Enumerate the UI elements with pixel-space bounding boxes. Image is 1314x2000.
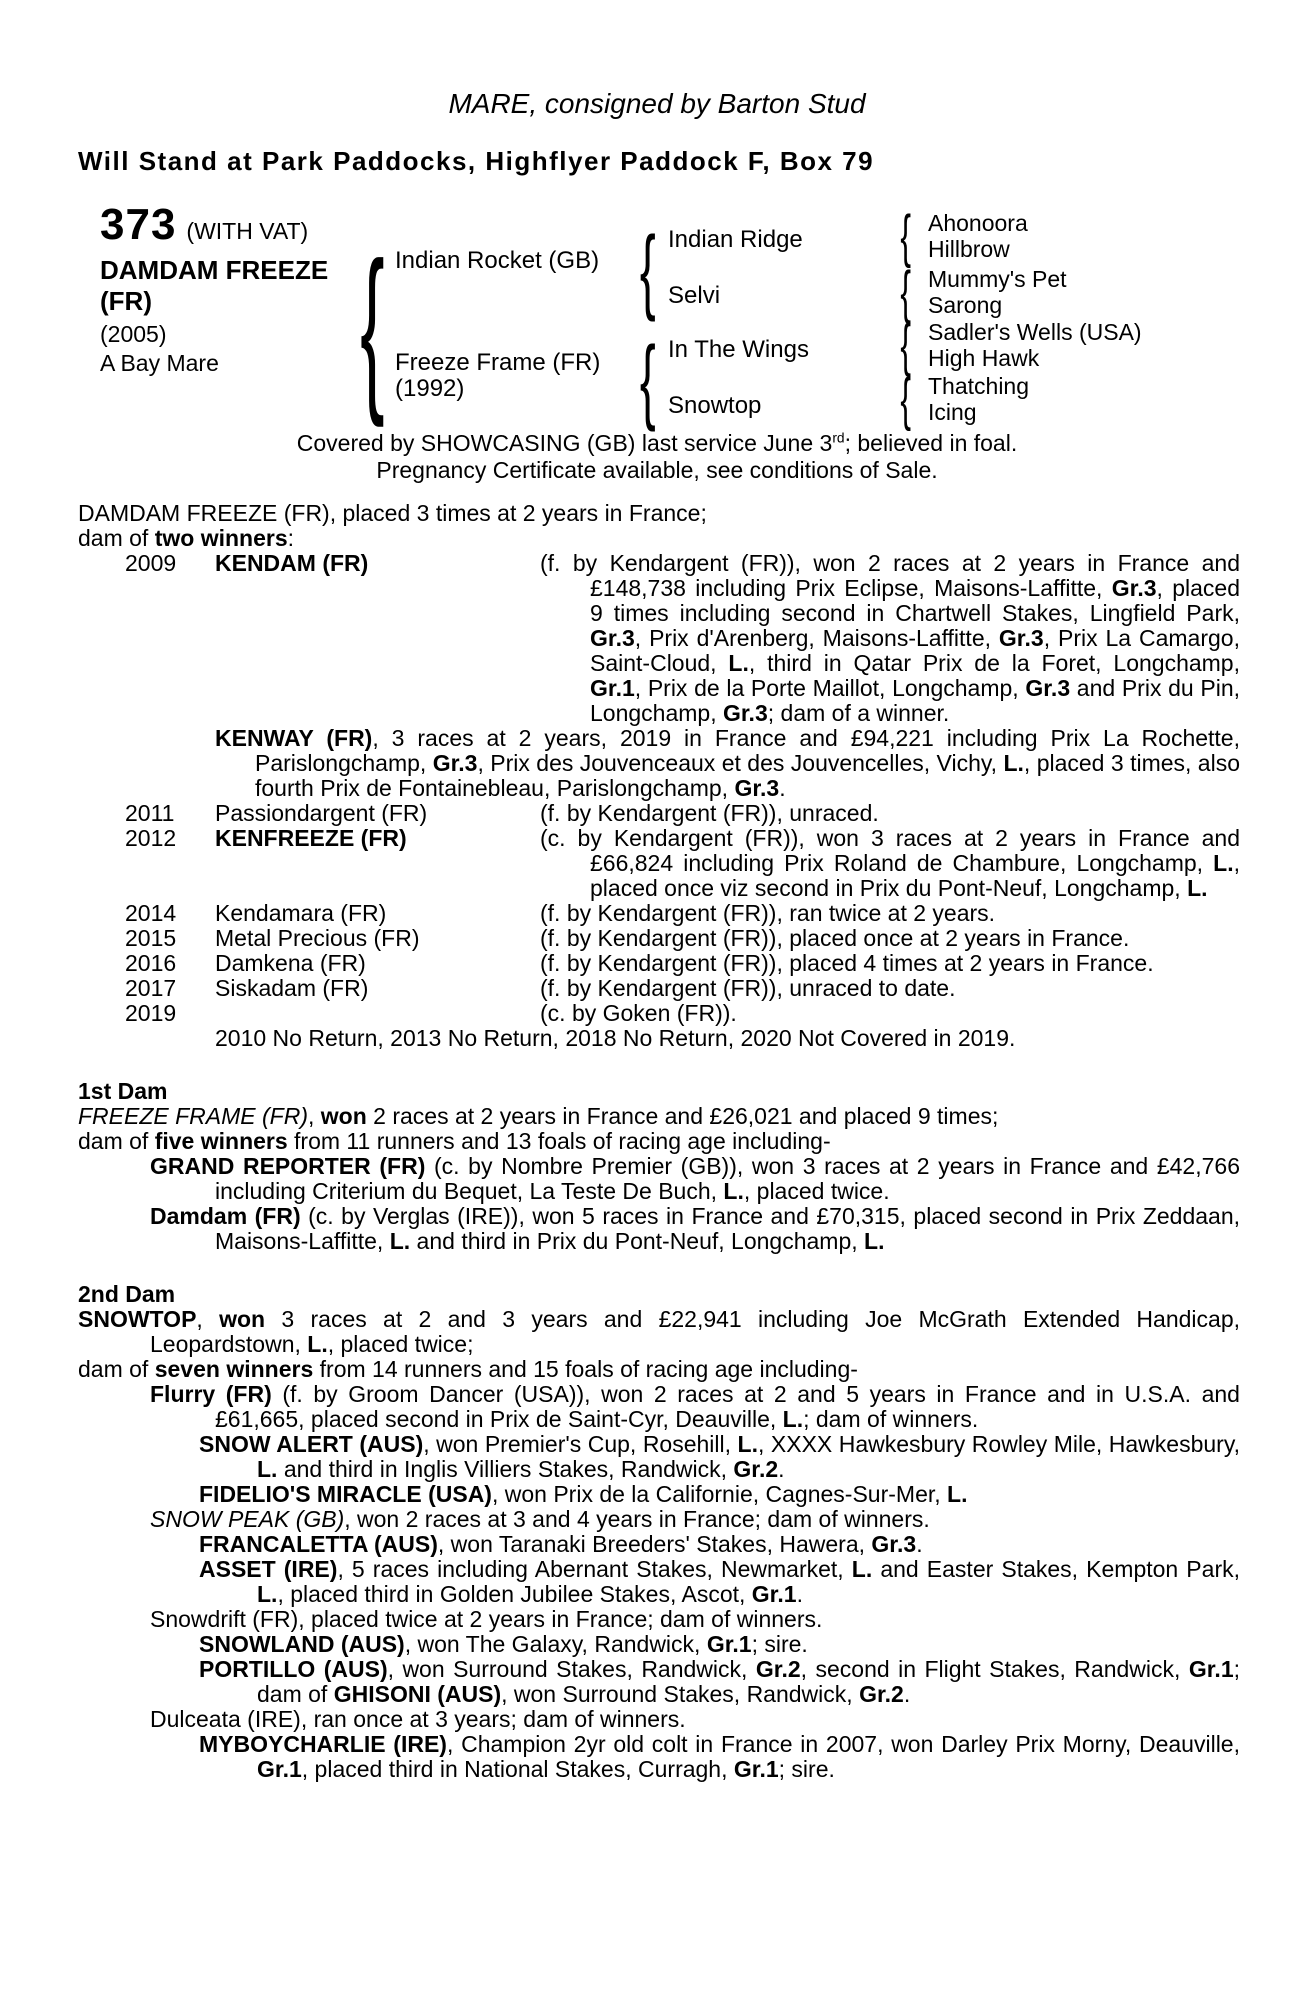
text-run: , third in Qatar Prix de la Foret, Longchamp,	[748, 650, 1240, 676]
text-run: Snowdrift (FR), placed twice at 2 years in France; dam of winners.	[150, 1606, 823, 1632]
text-run: ; dam of a winner.	[767, 700, 950, 726]
text-run: Siskadam (FR)	[215, 975, 369, 1001]
vat-note: (WITH VAT)	[186, 218, 309, 244]
dam-paragraph	[199, 1557, 1240, 1607]
text-run: , Prix d'Arenberg, Maisons-Laffitte,	[634, 625, 999, 651]
text-run: GHISONI (AUS)	[333, 1681, 502, 1707]
text-run: Gr.2	[859, 1681, 904, 1707]
text-run: Gr.3	[590, 625, 635, 651]
text-run: Gr.1	[706, 1631, 752, 1657]
produce-row	[78, 951, 1240, 976]
text-run: Kendamara (FR)	[215, 900, 387, 926]
text-run: , 3 races at 2 years, 2019 in France and £94,221 including Prix La Rochette, Parislongchamp,	[255, 725, 1240, 776]
text-run: L.	[851, 1556, 873, 1582]
produce-paragraph	[215, 726, 1240, 801]
text-run: won	[320, 1103, 367, 1129]
text-run: Gr.3	[734, 775, 780, 801]
produce-year: 2015	[125, 925, 177, 951]
text-run: (c. by Nombre Premier (GB)), won 3 races at 2 years in France and £42,766 including Criterium du Bequet, La Teste De Buch,	[215, 1153, 1240, 1204]
text-run: and Easter Stakes, Kempton Park,	[872, 1556, 1240, 1582]
stand-location-line: Will Stand at Park Paddocks, Highflyer Paddock F, Box 79	[78, 146, 875, 176]
produce-desc	[540, 926, 1240, 951]
text-run: Flurry (FR)	[150, 1381, 272, 1407]
lot-number: 373	[100, 200, 177, 249]
text-run: , won Premier's Cup, Rosehill,	[423, 1431, 738, 1457]
text-run: :	[287, 525, 295, 551]
dam-paragraph	[199, 1732, 1240, 1782]
produce-row	[78, 901, 1240, 926]
produce-row	[78, 1001, 1240, 1026]
pedigree-gen3-5: Sadler's Wells (USA)	[928, 319, 1142, 345]
produce-row	[78, 551, 1240, 726]
produce-desc	[540, 1001, 1240, 1026]
text-run: ,	[308, 1103, 321, 1129]
produce-row	[78, 976, 1240, 1001]
text-run: , placed 3 times, also fourth Prix de Fontainebleau, Parislongchamp,	[255, 750, 1240, 801]
text-run: FIDELIO'S MIRACLE (USA)	[199, 1481, 492, 1507]
text-run: , Champion 2yr old colt in France in 2007, won Darley Prix Morny, Deauville,	[446, 1731, 1240, 1757]
produce-year: 2009	[125, 550, 177, 576]
text-run: L.	[257, 1456, 278, 1482]
pedigree-brace-dam: {	[640, 326, 656, 433]
text-run: Gr.1	[751, 1581, 797, 1607]
produce-desc	[540, 826, 1240, 901]
text-run: (f. by Kendargent (FR)), ran twice at 2 years.	[540, 900, 996, 926]
produce-name	[215, 551, 540, 576]
text-run: (c. by Kendargent (FR)), won 3 races at 2 years in France and £66,824 including Prix Roland de Chambure, Longchamp,	[540, 825, 1240, 876]
pedigree-brace-gg4: {	[900, 367, 912, 432]
pedigree-gen3-1: Ahonoora	[928, 210, 1028, 236]
mare-record-line	[78, 501, 1240, 526]
produce-row	[78, 926, 1240, 951]
text-run: (f. by Kendargent (FR)), won 2 races at 2 years in France and £148,738 including Prix Eclipse, Maisons-Laffitte,	[540, 550, 1240, 601]
produce-year: 2012	[125, 825, 177, 851]
pedigree-dam-name: Freeze Frame (FR)	[395, 349, 601, 376]
dam-paragraph	[199, 1432, 1240, 1482]
text-run: 2 races at 2 years in France and £26,021 and placed 9 times;	[366, 1103, 999, 1129]
text-run: and third in Inglis Villiers Stakes, Randwick,	[277, 1456, 734, 1482]
text-run: ,	[196, 1306, 220, 1332]
pedigree-brace-gg3: {	[900, 313, 912, 378]
dam-paragraph	[199, 1632, 1240, 1657]
text-run: ; sire.	[751, 1631, 808, 1657]
pedigree-dam-year: (1992)	[395, 375, 465, 402]
text-run: , placed third in National Stakes, Curragh,	[301, 1756, 734, 1782]
lot-block	[100, 200, 328, 378]
dam-paragraph	[78, 1357, 1240, 1382]
produce-name	[215, 926, 540, 951]
text-run: L.	[737, 1431, 758, 1457]
pedigree-gen3-6: High Hawk	[928, 345, 1040, 371]
text-run: .	[796, 1581, 803, 1607]
produce-record	[78, 551, 1240, 1026]
text-run: rd	[832, 430, 845, 446]
horse-description: A Bay Mare	[100, 350, 219, 376]
produce-desc	[540, 801, 1240, 826]
text-run: , second in Flight Stakes, Randwick,	[800, 1656, 1189, 1682]
text-run: Covered by SHOWCASING (GB) last service June 3	[296, 430, 833, 456]
horse-foaling-year: (2005)	[100, 321, 167, 347]
text-run: ; believed in foal.	[844, 430, 1018, 456]
text-run: Damdam (FR)	[150, 1203, 301, 1229]
text-run: L.	[1187, 875, 1208, 901]
text-run: FREEZE FRAME (FR)	[78, 1103, 308, 1129]
text-run: won	[219, 1306, 266, 1332]
dam-paragraph	[150, 1607, 1240, 1632]
pedigree-gen2-1: Indian Ridge	[668, 226, 803, 253]
pedigree-gen3-4: Sarong	[928, 292, 1003, 318]
text-run: L.	[1003, 750, 1024, 776]
text-run: L.	[723, 1178, 744, 1204]
dam-heading: 2nd Dam	[78, 1281, 176, 1307]
text-run: L.	[1213, 850, 1234, 876]
text-run: (f. by Kendargent (FR)), unraced.	[540, 800, 879, 826]
pedigree-gen3-7: Thatching	[928, 373, 1030, 399]
text-run: , won The Galaxy, Randwick,	[404, 1631, 707, 1657]
text-run: , placed twice;	[327, 1331, 474, 1357]
text-run: , 5 races including Abernant Stakes, Newmarket,	[337, 1556, 852, 1582]
produce-row	[78, 826, 1240, 901]
text-run: .	[903, 1681, 911, 1707]
text-run: DAMDAM FREEZE (FR), placed 3 times at 2 years in France;	[78, 500, 707, 526]
dam-paragraph	[150, 1204, 1240, 1254]
text-run: , Prix de la Porte Maillot, Longchamp,	[634, 675, 1026, 701]
text-run: Gr.3	[1025, 675, 1071, 701]
pedigree-sire: Indian Rocket (GB)	[395, 247, 600, 274]
text-run: , placed third in Golden Jubilee Stakes, Ascot,	[277, 1581, 752, 1607]
dam-heading: 1st Dam	[78, 1078, 168, 1104]
consignor-line: MARE, consigned by Barton Stud	[448, 88, 866, 119]
pedigree-gen3-2: Hillbrow	[928, 236, 1010, 262]
catalogue-body	[78, 501, 1240, 1782]
text-run: L.	[864, 1228, 885, 1254]
text-run: five winners	[154, 1128, 288, 1154]
pedigree-brace-sire: {	[640, 216, 656, 323]
text-run: ASSET (IRE)	[199, 1556, 338, 1582]
pedigree-dam	[395, 350, 600, 402]
dam-paragraph	[199, 1532, 1240, 1557]
produce-year: 2016	[125, 950, 177, 976]
produce-year: 2011	[125, 800, 175, 826]
produce-name	[215, 901, 540, 926]
text-run: (f. by Kendargent (FR)), placed 4 times at 2 years in France.	[540, 950, 1154, 976]
produce-name	[215, 801, 540, 826]
text-run: Gr.1	[733, 1756, 779, 1782]
text-run: Gr.1	[590, 675, 635, 701]
horse-name-line1: DAMDAM FREEZE	[100, 255, 329, 285]
text-run: L.	[728, 650, 749, 676]
covering-line2: Pregnancy Certificate available, see conditions of Sale.	[376, 457, 938, 483]
text-run: , won Taranaki Breeders' Stakes, Hawera,	[437, 1531, 872, 1557]
produce-desc	[540, 551, 1240, 726]
text-run: MYBOYCHARLIE (IRE)	[199, 1731, 447, 1757]
produce-year: 2014	[125, 900, 177, 926]
text-run: seven winners	[154, 1356, 314, 1382]
text-run: Gr.3	[432, 750, 478, 776]
text-run: ; dam of	[257, 1656, 1241, 1707]
produce-name	[215, 951, 540, 976]
text-run: (f. by Groom Dancer (USA)), won 2 races at 2 and 5 years in France and in U.S.A. and £61,665, placed second in Prix de Saint-Cyr, Deauville,	[215, 1381, 1240, 1432]
pedigree-gen3-3: Mummy's Pet	[928, 266, 1067, 292]
dam-of-line	[78, 526, 1240, 551]
text-run: Gr.2	[733, 1456, 779, 1482]
text-run: Gr.2	[755, 1656, 801, 1682]
text-run: (f. by Kendargent (FR)), placed once at 2 years in France.	[540, 925, 1130, 951]
text-run: , Prix La Camargo, Saint-Cloud,	[590, 625, 1240, 676]
text-run: 3 races at 2 and 3 years and £22,941 including Joe McGrath Extended Handicap, Leopardstown,	[150, 1306, 1240, 1357]
text-run: and Prix du Pin, Longchamp,	[590, 675, 1240, 726]
text-run: , placed once viz second in Prix du Pont-Neuf, Longchamp,	[590, 850, 1240, 901]
text-run: .	[778, 1456, 785, 1482]
text-run: SNOWTOP	[78, 1306, 197, 1332]
text-run: and third in Prix du Pont-Neuf, Longchamp,	[410, 1228, 865, 1254]
text-run: Passiondargent (FR)	[215, 800, 428, 826]
dam-sections	[78, 1079, 1240, 1782]
covering-line1	[0, 430, 1314, 457]
text-run: two winners	[154, 525, 288, 551]
text-run: SNOW PEAK (GB)	[150, 1506, 345, 1532]
dam-paragraph	[150, 1154, 1240, 1204]
pedigree-gen2-3: In The Wings	[668, 336, 809, 363]
text-run: (c. by Goken (FR)).	[540, 1000, 737, 1026]
text-run: FRANCALETTA (AUS)	[199, 1531, 438, 1557]
text-run: , placed twice.	[743, 1178, 890, 1204]
text-run: GRAND REPORTER (FR)	[150, 1153, 426, 1179]
text-run: Dulceata (IRE), ran once at 3 years; dam of winners.	[150, 1706, 686, 1732]
text-run: L.	[782, 1406, 804, 1432]
text-run: Metal Precious (FR)	[215, 925, 420, 951]
dam-paragraph	[150, 1382, 1240, 1432]
text-run: , won Surround Stakes, Randwick,	[501, 1681, 860, 1707]
dam-paragraph	[199, 1482, 1240, 1507]
text-run: L.	[257, 1581, 278, 1607]
text-run: .	[779, 775, 786, 801]
pedigree-brace-gg2: {	[900, 260, 912, 325]
text-run: PORTILLO (AUS)	[199, 1656, 388, 1682]
lot-number-line	[100, 200, 328, 250]
produce-row	[78, 801, 1240, 826]
text-run: dam of	[78, 525, 155, 551]
text-run: Damkena (FR)	[215, 950, 366, 976]
dam-paragraph	[78, 1307, 1240, 1357]
text-run: , XXXX Hawkesbury Rowley Mile, Hawkesbury,	[758, 1431, 1241, 1457]
text-run: , placed 9 times including second in Chartwell Stakes, Lingfield Park,	[590, 575, 1240, 626]
text-run: Gr.3	[722, 700, 768, 726]
text-run: .	[916, 1531, 923, 1557]
text-run: SNOW ALERT (AUS)	[199, 1431, 424, 1457]
text-run: , won Prix de la Californie, Cagnes-Sur-Mer,	[491, 1481, 948, 1507]
text-run: dam of	[78, 1128, 155, 1154]
horse-name-line2: (FR)	[100, 286, 152, 316]
produce-year: 2017	[125, 975, 177, 1001]
text-run: L.	[947, 1481, 968, 1507]
produce-desc	[540, 951, 1240, 976]
no-return-note: 2010 No Return, 2013 No Return, 2018 No Return, 2020 Not Covered in 2019.	[215, 1025, 1016, 1051]
pedigree-gen2-2: Selvi	[668, 282, 721, 309]
text-run: L.	[389, 1228, 411, 1254]
text-run: KENWAY (FR)	[215, 725, 373, 751]
text-run: ; dam of winners.	[803, 1406, 979, 1432]
text-run: KENFREEZE (FR)	[215, 825, 407, 851]
text-run: , won Surround Stakes, Randwick,	[387, 1656, 756, 1682]
text-run: from 14 runners and 15 foals of racing age including-	[313, 1356, 858, 1382]
dam-paragraph	[78, 1129, 1240, 1154]
text-run: dam of	[78, 1356, 155, 1382]
dam-paragraph	[150, 1507, 1240, 1532]
dam-paragraph	[199, 1657, 1240, 1707]
pedigree-brace-gg1: {	[900, 204, 912, 269]
text-run: , Prix des Jouvenceaux et des Jouvencelles, Vichy,	[477, 750, 1004, 776]
pedigree-brace-gen1: {	[359, 223, 385, 428]
produce-name	[215, 976, 540, 1001]
dam-paragraph	[150, 1707, 1240, 1732]
text-run: KENDAM (FR)	[215, 550, 369, 576]
text-run: Gr.3	[998, 625, 1044, 651]
produce-desc	[540, 976, 1240, 1001]
text-run: SNOWLAND (AUS)	[199, 1631, 405, 1657]
text-run: Gr.3	[1111, 575, 1157, 601]
text-run: , won 2 races at 3 and 4 years in France; dam of winners.	[344, 1506, 930, 1532]
text-run: L.	[307, 1331, 328, 1357]
produce-desc	[540, 901, 1240, 926]
text-run: from 11 runners and 13 foals of racing age including-	[287, 1128, 831, 1154]
text-run: ; sire.	[778, 1756, 835, 1782]
covering-statement	[0, 430, 1314, 484]
pedigree-gen2-4: Snowtop	[668, 392, 762, 419]
text-run: (c. by Verglas (IRE)), won 5 races in France and £70,315, placed second in Prix Zeddaan, Maisons-Laffitte,	[215, 1203, 1241, 1254]
text-run: Gr.1	[1188, 1656, 1234, 1682]
text-run: Gr.1	[257, 1756, 302, 1782]
text-run: Gr.3	[871, 1531, 917, 1557]
pedigree-gen3-8: Icing	[928, 399, 977, 425]
produce-year: 2019	[125, 1000, 177, 1026]
dam-paragraph	[78, 1104, 1240, 1129]
text-run: (f. by Kendargent (FR)), unraced to date.	[540, 975, 956, 1001]
produce-name	[215, 826, 540, 851]
